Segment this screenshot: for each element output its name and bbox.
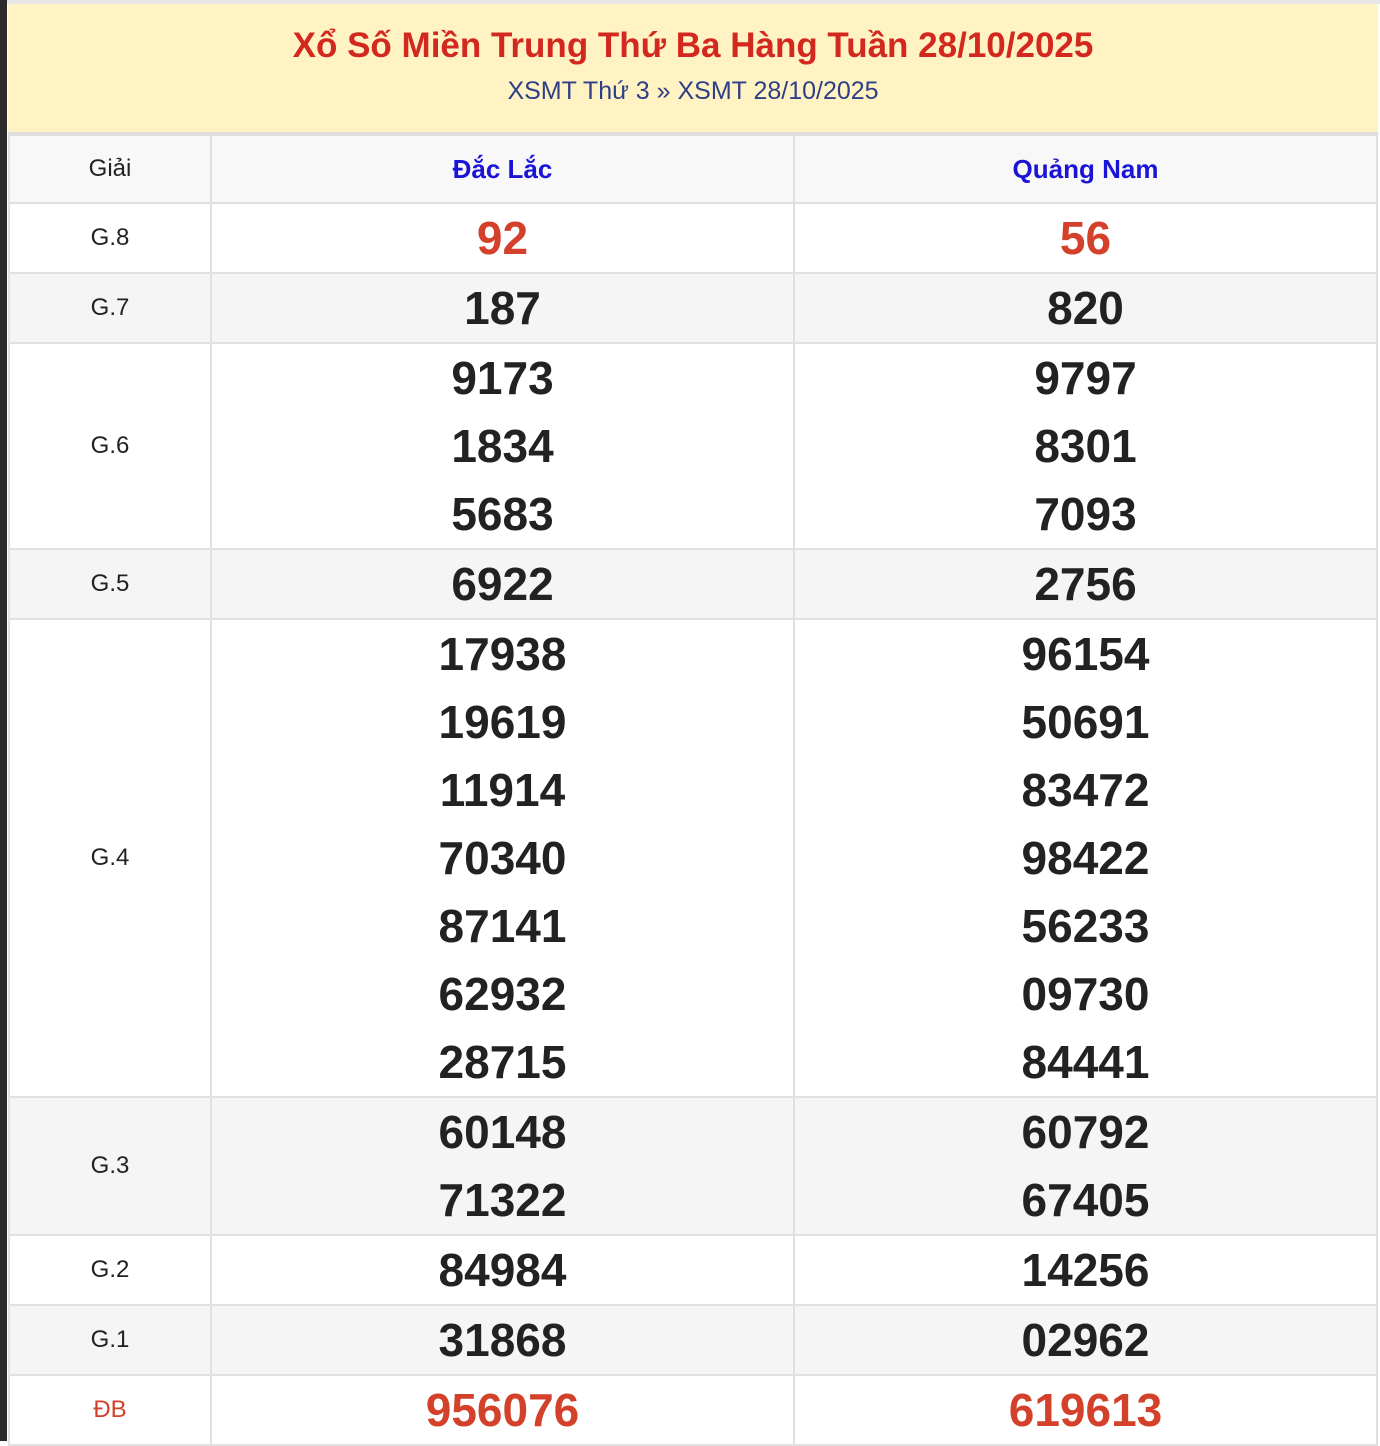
result-cell	[211, 203, 794, 273]
province-header-quang-nam[interactable]	[794, 135, 1377, 203]
result-cell	[794, 1097, 1377, 1235]
table-row	[9, 1097, 1377, 1235]
result-number: 84441	[1021, 1036, 1150, 1088]
result-number: 56	[1059, 212, 1112, 264]
result-number: 5683	[451, 488, 554, 540]
result-number: 8301	[1034, 420, 1137, 472]
result-number: 87141	[438, 900, 567, 952]
result-cell	[794, 1305, 1377, 1375]
result-number: 956076	[425, 1384, 580, 1436]
result-number: 67405	[1021, 1174, 1150, 1226]
result-cell	[211, 343, 794, 549]
result-number: 98422	[1021, 832, 1150, 884]
result-number: 14256	[1021, 1244, 1150, 1296]
result-number: 92	[476, 212, 529, 264]
result-number: 2756	[1034, 558, 1137, 610]
result-cell	[211, 549, 794, 619]
results-header	[8, 4, 1378, 134]
result-number: 7093	[1034, 488, 1137, 540]
table-row	[9, 1235, 1377, 1305]
prize-label: G.4	[9, 619, 211, 1097]
province-link[interactable]: Quảng Nam	[1012, 153, 1159, 184]
prize-label: G.1	[9, 1305, 211, 1375]
breadcrumb-separator: »	[656, 77, 671, 105]
result-cell	[794, 1375, 1377, 1445]
breadcrumb	[8, 76, 1378, 106]
table-row	[9, 343, 1377, 549]
result-number: 70340	[438, 832, 567, 884]
window-edge	[0, 0, 7, 1441]
prize-label: G.3	[9, 1097, 211, 1235]
result-number: 1834	[451, 420, 554, 472]
result-number: 19619	[438, 696, 567, 748]
result-number: 9173	[451, 352, 554, 404]
result-number: 60792	[1021, 1106, 1150, 1158]
result-number: 619613	[1008, 1384, 1163, 1436]
result-cell	[211, 1305, 794, 1375]
result-cell	[211, 619, 794, 1097]
result-cell	[794, 549, 1377, 619]
result-cell	[794, 343, 1377, 549]
prize-label: G.2	[9, 1235, 211, 1305]
prize-column-header: Giải	[9, 135, 211, 203]
result-number: 11914	[439, 764, 566, 816]
breadcrumb-xsmt-date[interactable]: XSMT 28/10/2025	[677, 77, 879, 105]
province-header-dac-lac[interactable]	[211, 135, 794, 203]
results-table	[8, 134, 1378, 1446]
result-number: 17938	[438, 628, 567, 680]
page-title: Xổ Số Miền Trung Thứ Ba Hàng Tuần 28/10/2025	[292, 26, 1094, 65]
table-row	[9, 549, 1377, 619]
result-cell	[794, 619, 1377, 1097]
results-panel	[8, 4, 1378, 1446]
result-cell	[794, 273, 1377, 343]
result-number: 83472	[1021, 764, 1150, 816]
table-header-row	[9, 135, 1377, 203]
result-cell	[794, 1235, 1377, 1305]
prize-label: G.7	[9, 273, 211, 343]
table-row	[9, 1305, 1377, 1375]
result-cell	[211, 1097, 794, 1235]
prize-label: ĐB	[9, 1375, 211, 1445]
prize-label: G.6	[9, 343, 211, 549]
result-number: 820	[1047, 282, 1124, 334]
result-number: 6922	[451, 558, 554, 610]
province-link[interactable]: Đắc Lắc	[452, 153, 553, 184]
result-number: 71322	[438, 1174, 567, 1226]
result-number: 09730	[1021, 968, 1150, 1020]
table-row	[9, 203, 1377, 273]
table-row	[9, 1375, 1377, 1445]
result-number: 60148	[438, 1106, 567, 1158]
result-number: 96154	[1021, 628, 1150, 680]
result-number: 31868	[438, 1314, 567, 1366]
result-number: 56233	[1021, 900, 1150, 952]
result-number: 50691	[1021, 696, 1150, 748]
result-number: 02962	[1021, 1314, 1150, 1366]
prize-label: G.8	[9, 203, 211, 273]
result-number: 62932	[438, 968, 567, 1020]
result-number: 28715	[438, 1036, 567, 1088]
table-row	[9, 273, 1377, 343]
result-cell	[211, 273, 794, 343]
result-cell	[794, 203, 1377, 273]
result-cell	[211, 1375, 794, 1445]
result-number: 9797	[1034, 352, 1137, 404]
result-number: 187	[464, 282, 541, 334]
breadcrumb-xsmt-thu-3[interactable]: XSMT Thứ 3	[507, 77, 650, 105]
prize-label: G.5	[9, 549, 211, 619]
result-number: 84984	[438, 1244, 567, 1296]
result-cell	[211, 1235, 794, 1305]
table-row	[9, 619, 1377, 1097]
